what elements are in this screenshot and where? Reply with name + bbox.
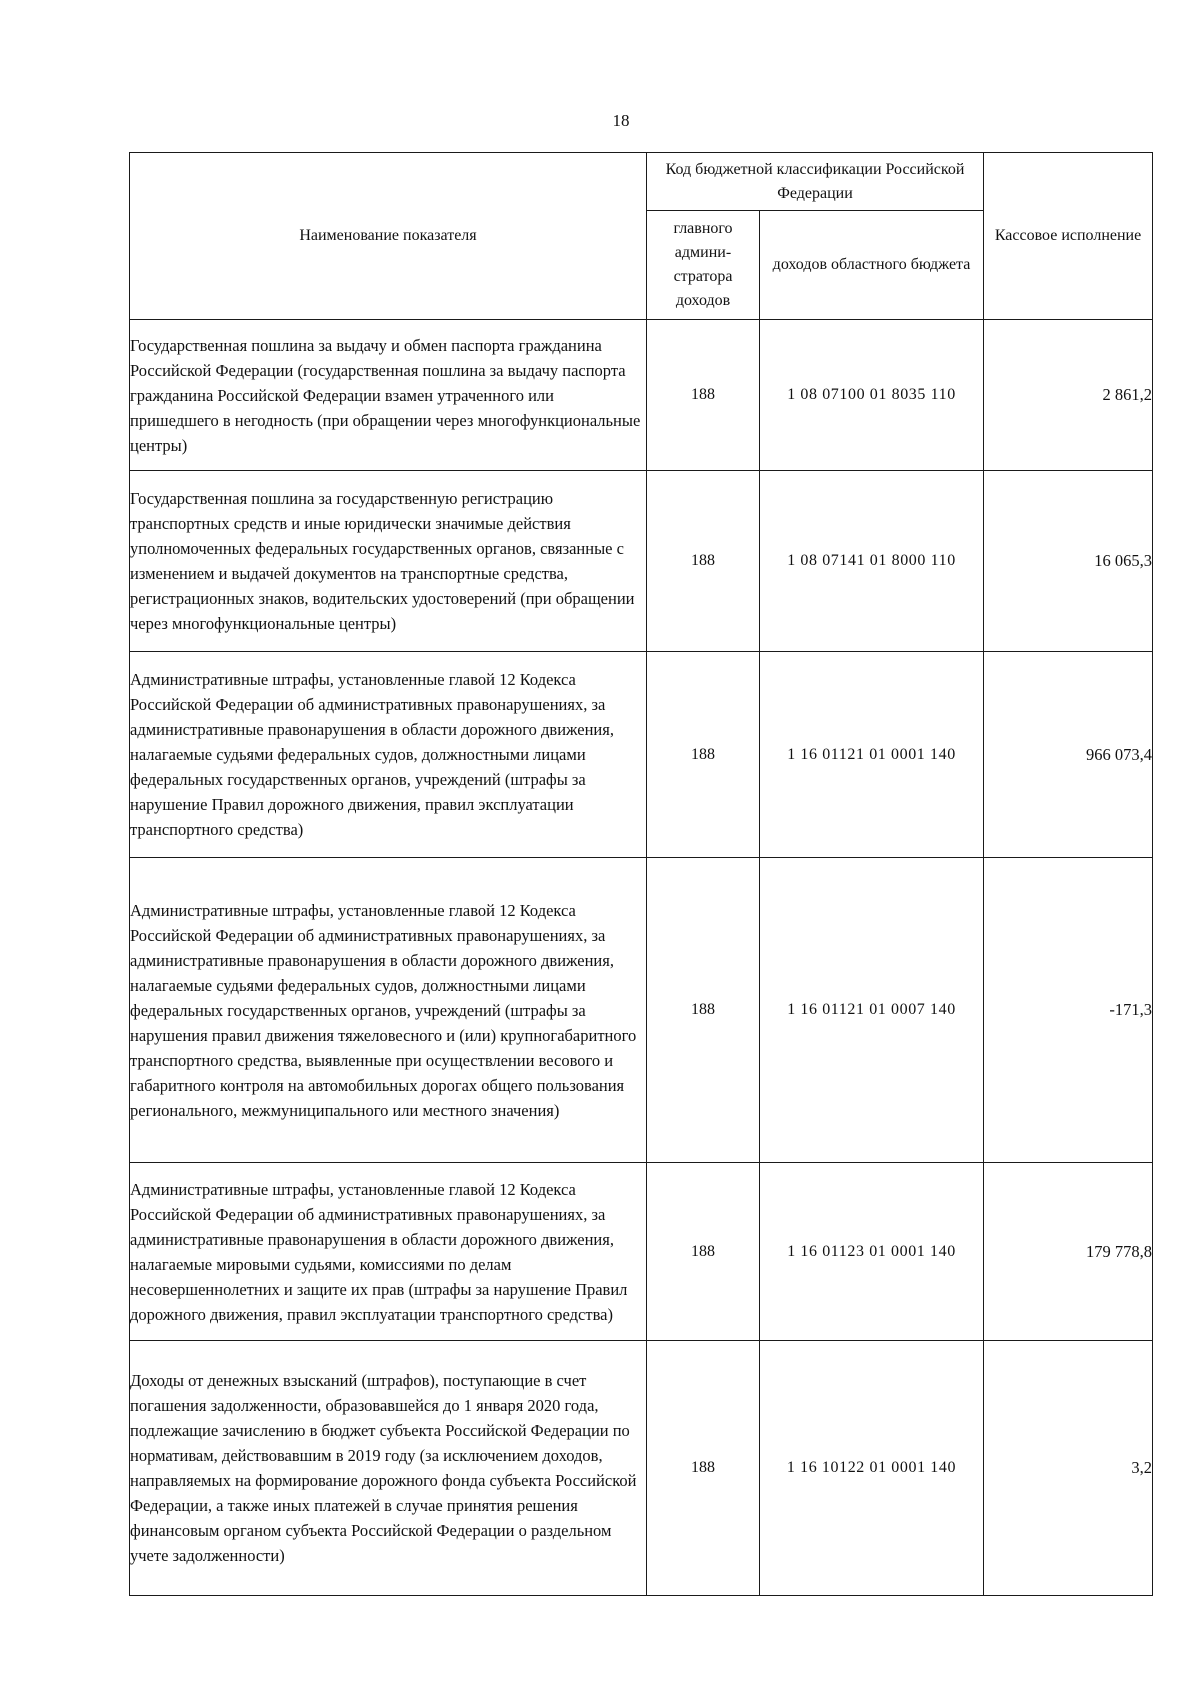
table-row <box>130 652 1153 858</box>
row-amount: -171,3 <box>984 858 1153 1163</box>
table-row <box>130 320 1153 471</box>
row-income-code: 1 16 01121 01 0007 140 <box>760 858 984 1163</box>
revenue-table <box>129 152 1153 1596</box>
table-row <box>130 858 1153 1163</box>
row-amount: 3,2 <box>984 1341 1153 1596</box>
row-name: Государственная пошлина за государственную регистрацию транспортных средств и иные юридически значимые действия уполномоченных федеральных государственных органов, связанные с изменением и выдачей документов на транспортные средства, регистрационных знаков, водительских удостоверений (при обращении через многофункциональные центры) <box>130 471 647 652</box>
table-row <box>130 471 1153 652</box>
row-amount: 2 861,2 <box>984 320 1153 471</box>
page-number: 18 <box>612 111 630 130</box>
row-amount: 16 065,3 <box>984 471 1153 652</box>
row-admin-code: 188 <box>647 1163 760 1341</box>
row-name: Административные штрафы, установленные главой 12 Кодекса Российской Федерации об административных правонарушениях, за административные правонарушения в области дорожного движения, налагаемые судьями федеральных судов, должностными лицами федеральных государственных органов, учреждений (штрафы за нарушение Правил дорожного движения, правил эксплуатации транспортного средства) <box>130 652 647 858</box>
header-income-code: доходов областного бюджета <box>760 211 984 320</box>
row-income-code: 1 08 07100 01 8035 110 <box>760 320 984 471</box>
row-income-code: 1 16 01123 01 0001 140 <box>760 1163 984 1341</box>
row-name: Административные штрафы, установленные главой 12 Кодекса Российской Федерации об административных правонарушениях, за административные правонарушения в области дорожного движения, налагаемые мировыми судьями, комиссиями по делам несовершеннолетних и защите их прав (штрафы за нарушение Правил дорожного движения, правил эксплуатации транспортного средства) <box>130 1163 647 1341</box>
row-name: Государственная пошлина за выдачу и обмен паспорта гражданина Российской Федерации (государственная пошлина за выдачу паспорта гражданина Российской Федерации взамен утраченного или пришедшего в негодность (при обращении через многофункциональные центры) <box>130 320 647 471</box>
row-name: Доходы от денежных взысканий (штрафов), поступающие в счет погашения задолженности, образовавшейся до 1 января 2020 года, подлежащие зачислению в бюджет субъекта Российской Федерации по нормативам, действовавшим в 2019 году (за исключением доходов, направляемых на формирование дорожного фонда субъекта Российской Федерации, а также иных платежей в случае принятия решения финансовым органом субъекта Российской Федерации о раздельном учете задолженности) <box>130 1341 647 1596</box>
row-amount: 179 778,8 <box>984 1163 1153 1341</box>
row-income-code: 1 16 01121 01 0001 140 <box>760 652 984 858</box>
header-amount: Кассовое исполнение <box>984 153 1153 320</box>
table-row <box>130 1163 1153 1341</box>
header-name: Наименование показателя <box>130 153 647 320</box>
row-admin-code: 188 <box>647 858 760 1163</box>
row-name: Административные штрафы, установленные главой 12 Кодекса Российской Федерации об административных правонарушениях, за административные правонарушения в области дорожного движения, налагаемые судьями федеральных судов, должностными лицами федеральных государственных органов, учреждений (штрафы за нарушения правил движения тяжеловесного и (или) крупногабаритного транспортного средства, выявленные при осуществлении весового и габаритного контроля на автомобильных дорогах общего пользования регионального, межмуниципального или местного значения) <box>130 858 647 1163</box>
table-row <box>130 1341 1153 1596</box>
row-income-code: 1 08 07141 01 8000 110 <box>760 471 984 652</box>
row-amount: 966 073,4 <box>984 652 1153 858</box>
row-admin-code: 188 <box>647 471 760 652</box>
row-income-code: 1 16 10122 01 0001 140 <box>760 1341 984 1596</box>
row-admin-code: 188 <box>647 1341 760 1596</box>
header-admin: главного админи-стратора доходов <box>647 211 760 320</box>
header-kbk-group: Код бюджетной классификации Российской Федерации <box>647 153 984 211</box>
row-admin-code: 188 <box>647 652 760 858</box>
row-admin-code: 188 <box>647 320 760 471</box>
